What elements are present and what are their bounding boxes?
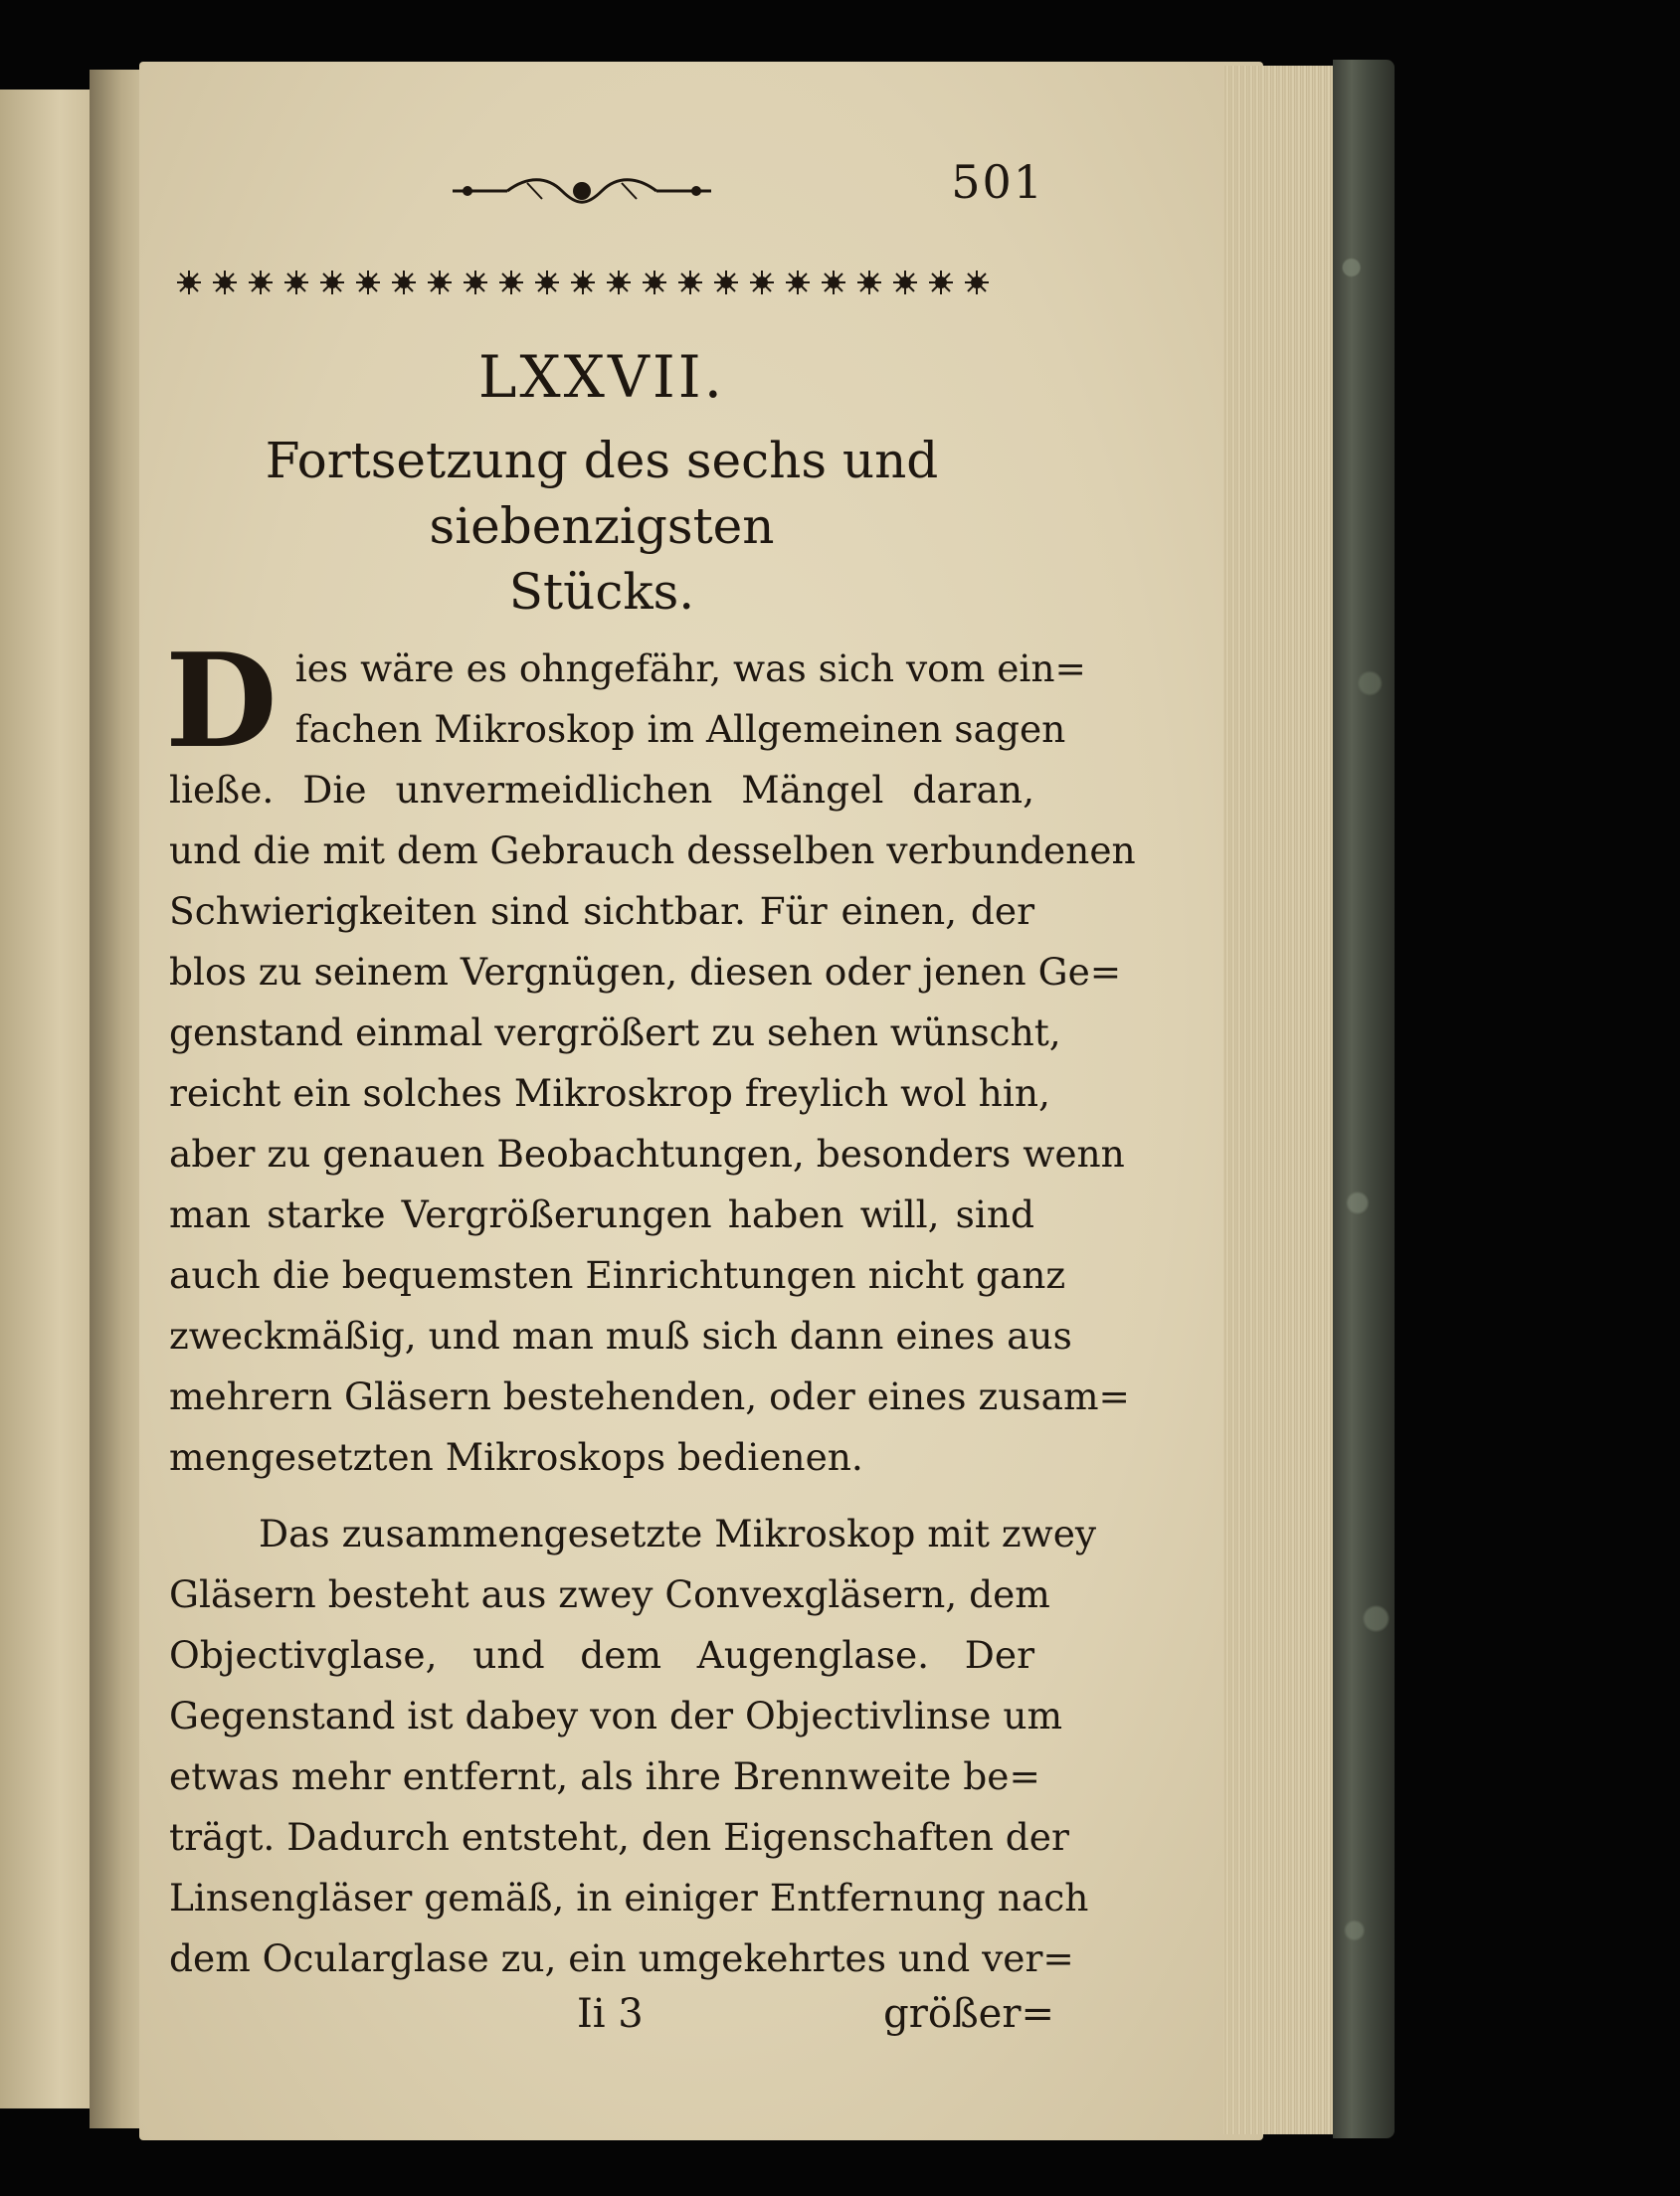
text-line: reicht ein solches Mikroskrop freylich wol hin, [169, 1071, 1050, 1115]
text-line: blos zu seinem Vergnügen, diesen oder jenen Ge= [169, 950, 1122, 994]
text-line: Das zusammengesetzte Mikroskop mit zwey [259, 1512, 1097, 1556]
marble-pattern [1333, 60, 1395, 2138]
paragraph-1 [165, 625, 1136, 1488]
text-line: fachen Mikroskop im Allgemeinen sagen [294, 707, 1066, 751]
text-line: ies wäre es ohngefähr, was sich vom ein= [294, 646, 1086, 690]
marbled-cover [1333, 60, 1395, 2138]
text-line: man starke Vergrößerungen haben will, sind [169, 1192, 1034, 1236]
text-line: trägt. Dadurch entsteht, den Eigenschaften der [169, 1815, 1069, 1859]
head-ornament-icon [448, 171, 716, 211]
title-line: Stücks. [508, 563, 695, 621]
text-line: Gegenstand ist dabey von der Objectivlinse um [169, 1694, 1063, 1738]
page-text [165, 149, 1136, 2051]
page-fore-edge [1223, 66, 1343, 2134]
text-line: und die mit dem Gebrauch desselben verbundenen [169, 828, 1136, 872]
paragraph-2 [169, 1504, 1097, 1989]
text-line: etwas mehr entfernt, als ihre Brennweite be= [169, 1754, 1040, 1798]
text-line: Linsengläser gemäß, in einiger Entfernung nach [169, 1876, 1089, 1920]
chapter-number: LXXVII. [477, 343, 726, 411]
text-line: Objectivglase, und dem Augenglase. Der [169, 1633, 1034, 1677]
text-line: zweckmäßig, und man muß sich dann eines aus [169, 1314, 1072, 1358]
text-line: dem Ocularglase zu, ein umgekehrtes und ver= [169, 1936, 1074, 1980]
text-line: Schwierigkeiten sind sichtbar. Für einen, der [169, 889, 1034, 933]
drop-cap: D [165, 625, 278, 777]
text-line: mengesetzten Mikroskops bedienen. [169, 1435, 863, 1479]
text-line: aber zu genauen Beobachtungen, besonders wenn [169, 1132, 1125, 1176]
title-line: Fortsetzung des sechs und siebenzigsten [265, 432, 939, 555]
text-line: genstand einmal vergrößert zu sehen wünscht, [169, 1010, 1061, 1054]
chapter-title [169, 428, 1034, 625]
text-line: mehrern Gläsern bestehenden, oder eines zusam= [169, 1374, 1130, 1418]
left-page-edge [0, 90, 99, 2108]
text-line: ließe. Die unvermeidlichen Mängel daran, [169, 768, 1034, 812]
ornamental-rule-icon [169, 263, 1025, 302]
running-head [169, 149, 1044, 219]
signature-mark: Ii 3 [577, 1991, 644, 2037]
text-line: auch die bequemsten Einrichtungen nicht ganz [169, 1253, 1066, 1297]
page-footer [169, 1991, 1054, 2051]
page-number: 501 [951, 155, 1044, 209]
text-line: Gläsern besteht aus zwey Convexgläsern, dem [169, 1572, 1050, 1616]
catchword: größer= [883, 1991, 1054, 2037]
